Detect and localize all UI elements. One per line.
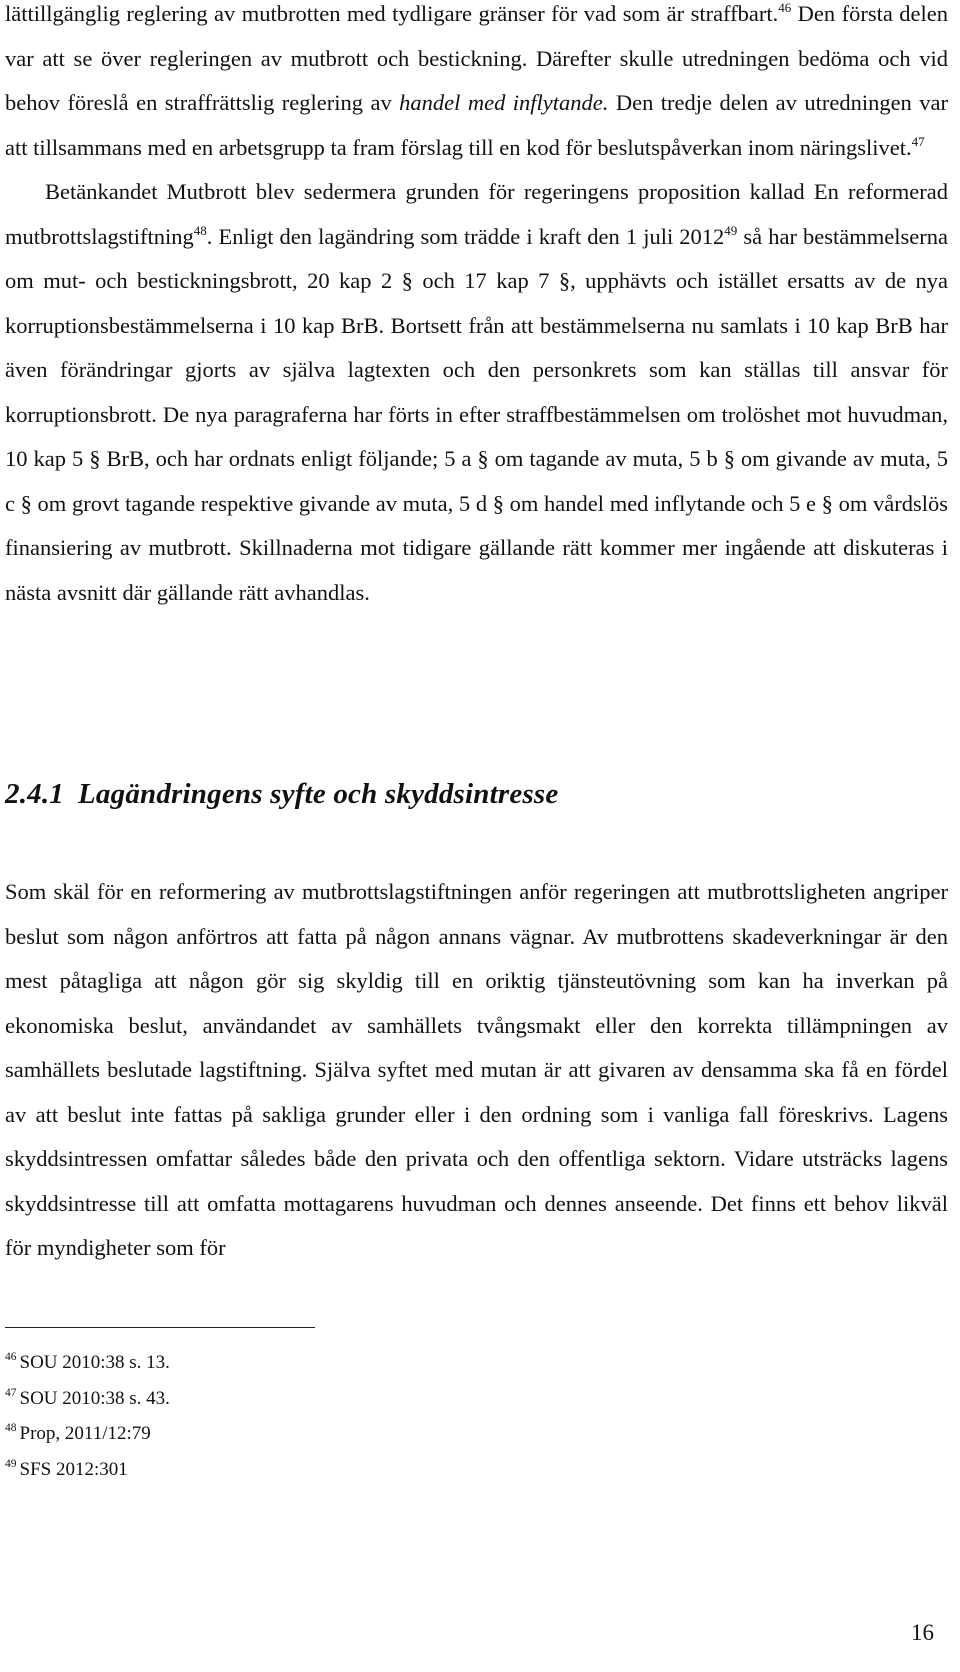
footnote-number: 46 <box>5 1351 17 1363</box>
footnote-49 <box>5 1452 170 1488</box>
footnote-46 <box>5 1345 170 1381</box>
footnote-ref-47[interactable]: 47 <box>911 133 925 149</box>
body-section-2 <box>5 870 948 1271</box>
footnote-ref-46[interactable]: 46 <box>778 0 792 15</box>
paragraph-2-text-b: . Enligt den lagändring som trädde i kraft den 1 juli 2012 <box>206 223 725 249</box>
paragraph-1-text-a: lättillgänglig reglering av mutbrotten med tydligare gränser för vad som är straffbart. <box>5 1 779 26</box>
section-title: Lagändringens syfte och skyddsintresse <box>78 778 559 810</box>
paragraph-2-text-c: så har bestämmelserna om mut- och bestickningsbrott, 20 kap 2 § och 17 kap 7 §, upphävts och istället ersatts av de nya korruptionsbestämmelserna i 10 kap BrB. Bortsett från att bestämmelserna nu samlats i 10 kap BrB har även förändringar gjorts av själva lagtexten och den personkrets som kan ställas till ansvar för korruptionsbrott. De nya paragraferna har förts in efter straffbestämmelsen om trolöshet mot huvudman, 10 kap 5 § BrB, och har ordnats enligt följande; 5 a § om tagande av muta, 5 b § om givande av muta, 5 c § om grovt tagande respektive givande av muta, 5 d § om handel med inflytande och 5 e § om vårdslös finansiering av mutbrott. Skillnaderna mot tidigare gällande rätt kommer mer ingående att diskuteras i nästa avsnitt där gällande rätt avhandlas. <box>5 223 948 605</box>
paragraph-1-text-b: Den första delen var att se över regleringen av mutbrott och bestickning. Därefter skulle utredningen bedöma och vid behov föreslå en straffrättslig reglering av <box>5 1 948 115</box>
footnote-separator <box>5 1327 315 1328</box>
paragraph-3: Som skäl för en reformering av mutbrottslagstiftningen anför regeringen att mutbrottsligheten angriper beslut som någon anförtros att fatta på någon annans vägnar. Av mutbrottens skadeverkningar är den mest påtagliga att någon gör sig skyldig till en oriktig tjänsteutövning som kan ha inverkan på ekonomiska beslut, användandet av samhällets tvångsmakt eller den korrekta tillämpningen av samhällets beslutade lagstiftning. Själva syftet med mutan är att givaren av densamma ska få en fördel av att beslut inte fattas på sakliga grunder eller i den ordning som i vanliga fall föreskrivs. Lagens skyddsintressen omfattar således både den privata och den offentliga sektorn. Vidare utsträcks lagens skyddsintresse till att omfatta mottagarens huvudman och dennes anseende. Det finns ett behov likväl för myndigheter som för <box>5 879 948 1260</box>
footnote-47 <box>5 1381 170 1417</box>
footnote-text: SFS 2012:301 <box>19 1458 128 1480</box>
footnote-text: SOU 2010:38 s. 43. <box>19 1387 170 1409</box>
body-section-1 <box>5 0 948 615</box>
section-heading <box>5 778 558 811</box>
footnote-number: 47 <box>5 1386 17 1399</box>
footnotes <box>5 1345 170 1487</box>
footnote-number: 49 <box>5 1457 17 1470</box>
paragraph-1-text-c: Den tredje delen av utredningen var att tillsammans med en arbetsgrupp ta fram förslag till en kod för beslutspåverkan inom näringslivet. <box>5 90 948 160</box>
footnote-text: SOU 2010:38 s. 13. <box>19 1352 170 1373</box>
footnote-48 <box>5 1416 170 1452</box>
footnote-number: 48 <box>5 1422 17 1434</box>
section-number: 2.4.1 <box>5 778 64 810</box>
page-number: 16 <box>911 1620 934 1645</box>
paragraph-2 <box>5 170 948 615</box>
paragraph-1-italic-term: handel med inflytande. <box>399 90 609 115</box>
footnote-text: Prop, 2011/12:79 <box>19 1423 151 1444</box>
footnote-ref-48[interactable]: 48 <box>193 222 207 238</box>
paragraph-1 <box>5 0 948 170</box>
paragraph-2-text-a: Betänkandet Mutbrott blev sedermera grunden för regeringens proposition kallad En reformerad mutbrottslagstiftning <box>5 179 948 249</box>
footnote-ref-49[interactable]: 49 <box>724 222 738 238</box>
